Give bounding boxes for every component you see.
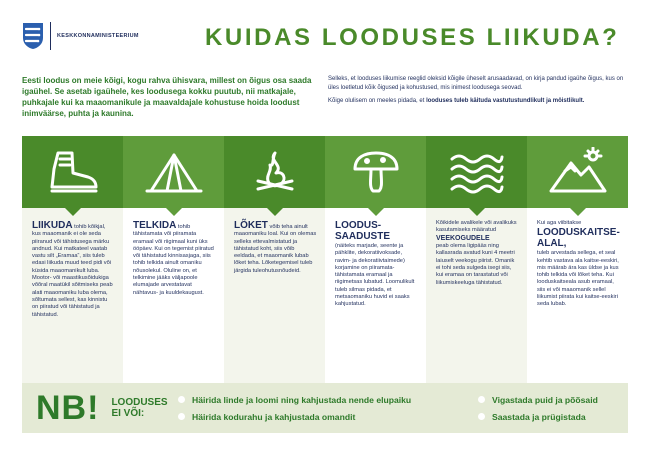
column-body: peab olema ligipääs ning kallasrada avatud kuni 4 meetri laiuselt veekogu piirist. Omanik ei tohi seda sulgeda isegi siis, kui eramaa on tarastatud või liikumiskeeluga tähistatud. <box>436 243 515 286</box>
column-natural-products <box>325 208 426 390</box>
column-keyword: TELKIDA <box>133 220 177 231</box>
band-cell-hiking <box>22 136 123 208</box>
column-text <box>133 220 216 297</box>
column-notch <box>368 208 384 216</box>
nb-item <box>478 412 628 422</box>
band-cell-mushroom <box>325 136 426 208</box>
column-notch <box>267 208 283 216</box>
water-waves-icon <box>446 147 508 197</box>
ministry-name: KESKKONNAMINISTEERIUM <box>57 33 139 39</box>
bullet-icon <box>478 396 485 403</box>
band-cell-fire <box>224 136 325 208</box>
band-cell-water <box>426 136 527 208</box>
rules-columns <box>22 208 628 390</box>
column-text <box>537 220 620 309</box>
bullet-icon <box>178 396 185 403</box>
nb-item <box>178 412 478 422</box>
estonian-crest-icon <box>22 22 44 50</box>
nb-item-text: Häirida kodurahu ja kahjustada omandit <box>192 411 356 422</box>
nb-box <box>22 383 628 433</box>
column-keyword: LÕKET <box>234 220 268 231</box>
column-body: tohib tähistamata või piiramata eramaal või riigimaal kuni üks ööpäev. Kui on tegemist piiratud või tähistatud kinnisasjaga, siis tohib telkida ainult omaniku nõusolekul. Oluline on, et telkimine jääks väljapoole elumajade arvestatavat nähtavus- ja kuuldekaugust. <box>133 224 214 296</box>
intro-right-text <box>328 75 630 111</box>
column-notch <box>469 208 485 216</box>
hiking-boot-icon <box>42 147 104 197</box>
page-title: KUIDAS LOODUSES LIIKUDA? <box>205 24 620 51</box>
nb-item <box>478 395 628 405</box>
column-body: tohib kõikjal, kus maaomanik ei ole seda piiranud või tähistusega märku andnud. Kui matkateel vaatab vastu silt „Eramaa“, siis tuleb edasi liikuda muud teed pidi või küsida maaomanikult luba. Mootor- või maastikusõidukiga võõral maatükil sõitmiseks peab alati maaomaniku luba olema, sõltumata sellest, kas kinnistu on piiratud või tähistatud ja tähistatud. <box>32 224 113 318</box>
bullet-icon <box>178 413 185 420</box>
nb-items <box>178 395 628 422</box>
column-text <box>32 220 115 319</box>
intro-right-bold: looduses tuleb käituda vastutustundlikult ja möistlikult. <box>426 98 585 105</box>
mushroom-icon <box>345 147 407 197</box>
bullet-icon <box>478 413 485 420</box>
column-body: võib teha ainult maaomaniku loal. Kui on olemas selleks ettevalmistatud ja tähistatud koht, siis võib eeldada, et maaomanik lubab lõket teha. Lõketegemisel tuleb järgida tuleohutusnõudeid. <box>234 224 317 274</box>
column-camping <box>123 208 224 390</box>
intro-right-plain: Kõige olulisem on meeles pidada, et <box>328 98 427 105</box>
column-keyword: LOODUSKAITSE-ALAL, <box>537 227 620 250</box>
column-protected-areas <box>527 208 628 390</box>
band-cell-mountains <box>527 136 628 208</box>
intro-right-paragraph-1: Selleks, et looduses liikumise reeglid oleksid kõigile üheselt arusaadavad, on kirja pandud igaühe õigus, kus on üles loetletud kõik õigused ja kohustused, mis inimest loodusega seovad. <box>328 76 624 91</box>
column-text <box>234 220 317 275</box>
intro-left-text: Eesti loodus on meie kõigi, kogu rahva ühisvara, millest on õigus osa saada igaühel. Se asetab igaühele, kes loodusega kokku puutub, nii matkajale, puhkajale kui ka maaomanikule ja maavaldajale kohustuse hoida loodust inimväärse, puhta ja kaunina. <box>22 76 312 118</box>
mountains-icon <box>547 147 609 197</box>
column-notch <box>166 208 182 216</box>
column-text <box>335 220 418 309</box>
campfire-icon <box>244 147 306 197</box>
column-campfire <box>224 208 325 390</box>
nb-mark: NB! <box>36 388 100 427</box>
column-notch <box>65 208 81 216</box>
icon-band <box>22 136 628 208</box>
column-intro: Kui aga viibitakse <box>537 220 582 226</box>
nb-item-text: Häirida linde ja loomi ning kahjustada nende elupaiku <box>192 394 412 405</box>
nb-item-text: Vigastada puid ja põõsaid <box>492 394 598 405</box>
column-keyword: LIIKUDA <box>32 220 73 231</box>
nb-item-text: Saastada ja prügistada <box>492 411 586 422</box>
logo-divider <box>50 22 51 50</box>
column-body: (näiteks marjade, seente ja pähklite, dekoratiivoksade, ravim- ja dekoratiivtaimede) korjamine on piiramata-tähistamata eramaal ja riigimetsas lubatud. Loomulikult tuleb silmas pidada, et metsaomaniku huvid ei saaks kahjustatud. <box>335 243 415 308</box>
tent-icon <box>143 147 205 197</box>
ministry-logo <box>22 22 139 50</box>
column-keyword: VEEKOGUDELE <box>436 234 490 242</box>
column-moving <box>22 208 123 390</box>
column-notch <box>570 208 586 216</box>
nb-label: LOODUSES EI VÕI: <box>111 397 168 419</box>
column-intro: Kõikidele avalikele või avalikuks kasutamiseks määratud <box>436 220 517 234</box>
intro-right-paragraph-2 <box>328 97 630 106</box>
band-cell-tent <box>123 136 224 208</box>
column-text <box>436 220 519 287</box>
column-water-bodies <box>426 208 527 390</box>
column-body: tuleb arvestada sellega, et seal kehtib vastava ala kaitse-eeskiri, mis määrab ära kas üldse ja kus tohib telkida või lõket teha. Kui looduskaitseala asub eramaal, siis ei või maaomanik sellel liikumist piirata kui kaitse-eeskiri seda lubab. <box>537 250 619 308</box>
nb-item <box>178 395 478 405</box>
column-keyword: LOODUS-SAADUSTE <box>335 220 391 242</box>
